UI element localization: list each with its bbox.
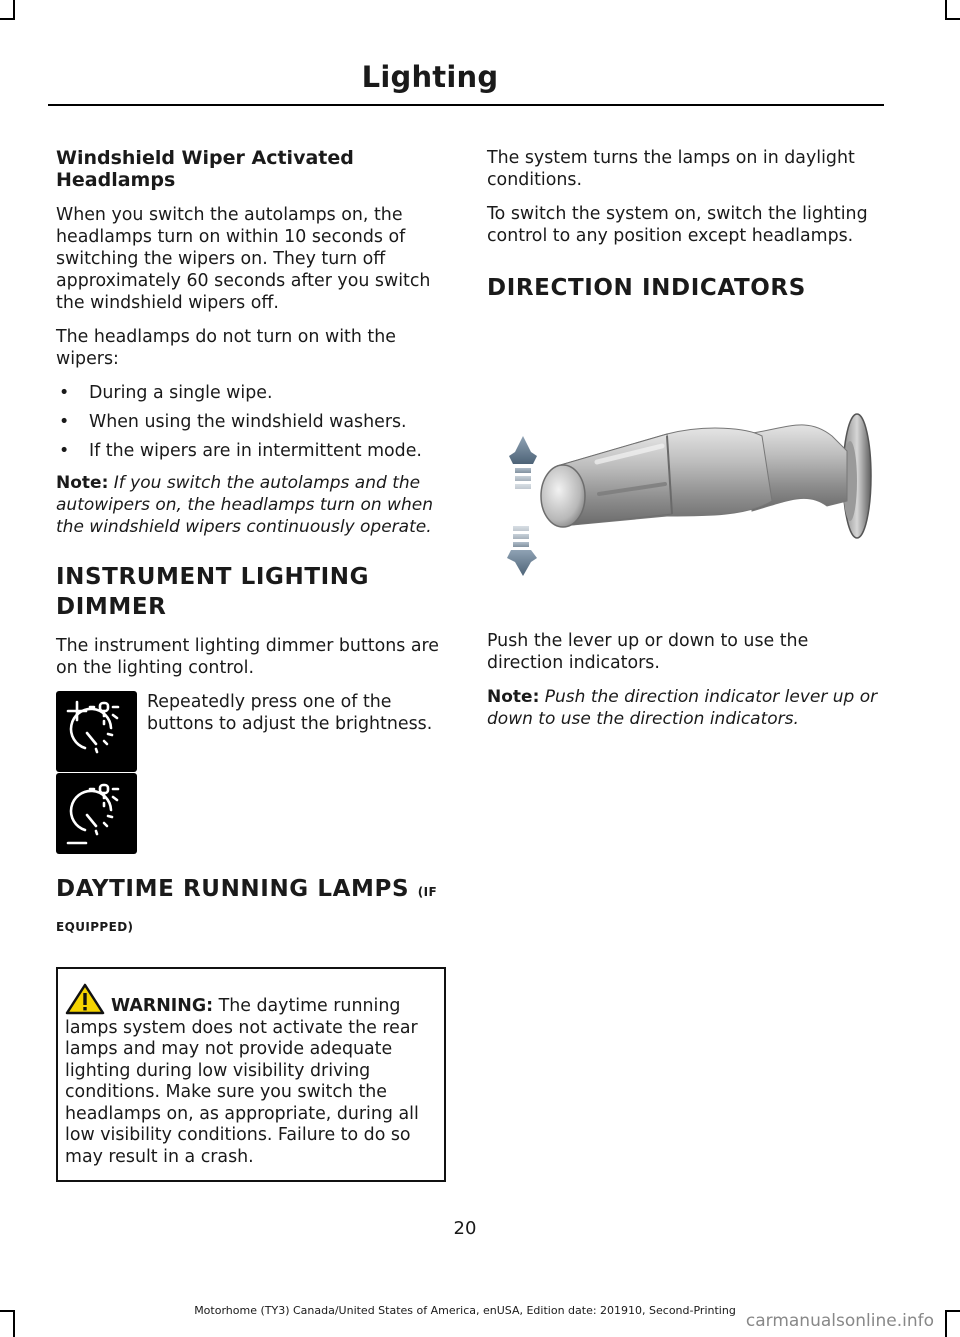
warning-box <box>56 967 446 1182</box>
daytime-running-lamps-heading <box>56 873 446 943</box>
direction-paragraph: Push the lever up or down to use the direction indicators. <box>487 631 809 673</box>
drl-paragraph: The system turns the lamps on in daylight conditions. <box>487 148 855 190</box>
warning-label: WARNING: <box>111 996 214 1016</box>
drl-paragraph: To switch the system on, switch the lighting control to any position except headlamps. <box>487 204 868 246</box>
page-number: 20 <box>453 1218 477 1239</box>
heading-text: DAYTIME RUNNING LAMPS <box>56 876 410 902</box>
edition-footer: Motorhome (TY3) Canada/United States of America, enUSA, Edition date: 201910, Second-Printing <box>194 1304 736 1317</box>
note-text: Push the direction indicator lever up or down to use the direction indicators. <box>487 687 878 729</box>
wiper-note <box>56 472 446 538</box>
dimmer-up-icon <box>56 691 137 772</box>
wiper-paragraph: The headlamps do not turn on with the wipers: <box>56 327 396 369</box>
page-title: Lighting <box>361 60 499 94</box>
heading-line: INSTRUMENT LIGHTING <box>56 564 370 590</box>
list-item-text: During a single wipe. <box>89 383 273 403</box>
warning-text: The daytime running lamps system does not activate the rear lamps and may not provide adequate lighting during low visibility driving conditions. Make sure you switch the headlamps on, as appropriate, during all low visibility conditions. Failure to do so may result in a crash. <box>65 996 419 1167</box>
note-label: Note: <box>56 473 109 493</box>
bullet: • <box>59 412 70 432</box>
wiper-paragraph: When you switch the autolamps on, the headlamps turn on within 10 seconds of switching the wipers on. They turn off approximately 60 seconds after you switch the windshield wipers off. <box>56 205 431 313</box>
header-rule <box>48 104 884 106</box>
dimmer-paragraph: The instrument lighting dimmer buttons are on the lighting control. <box>56 636 439 678</box>
bullet: • <box>59 441 70 461</box>
crop-mark <box>945 1310 960 1312</box>
watermark: carmanualsonline.info <box>745 1311 934 1331</box>
bullet: • <box>59 383 70 403</box>
heading-line: DIMMER <box>56 594 167 620</box>
heading-small-text: (IF <box>417 885 438 899</box>
crop-mark <box>945 1310 947 1337</box>
list-item <box>56 440 446 462</box>
direction-note <box>487 686 882 730</box>
dimmer-down-icon <box>56 773 137 854</box>
note-label: Note: <box>487 687 540 707</box>
list-item-text: When using the windshield washers. <box>89 412 407 432</box>
dimmer-instruction: Repeatedly press one of the buttons to adjust the brightness. <box>147 692 433 734</box>
left-column <box>56 147 446 1182</box>
direction-indicators-heading: DIRECTION INDICATORS <box>487 275 806 301</box>
note-text: If you switch the autolamps and the autowipers on, the headlamps turn on when the windshield wipers continuously operate. <box>56 473 433 537</box>
crop-mark <box>945 0 947 18</box>
crop-mark <box>0 18 15 20</box>
dimmer-icons-row <box>56 691 446 851</box>
list-item-text: If the wipers are in intermittent mode. <box>89 441 422 461</box>
crop-mark <box>13 0 15 18</box>
list-item <box>56 411 446 433</box>
crop-mark <box>945 18 960 20</box>
list-item <box>56 382 446 404</box>
wiper-headlamps-heading: Windshield Wiper Activated Headlamps <box>56 147 354 191</box>
warning-triangle-icon <box>65 983 105 1015</box>
right-column <box>487 147 882 742</box>
instrument-dimmer-heading <box>56 562 446 622</box>
wiper-conditions-list <box>56 382 446 462</box>
turn-signal-lever-illustration <box>487 316 882 616</box>
heading-small-text: EQUIPPED) <box>56 920 134 934</box>
